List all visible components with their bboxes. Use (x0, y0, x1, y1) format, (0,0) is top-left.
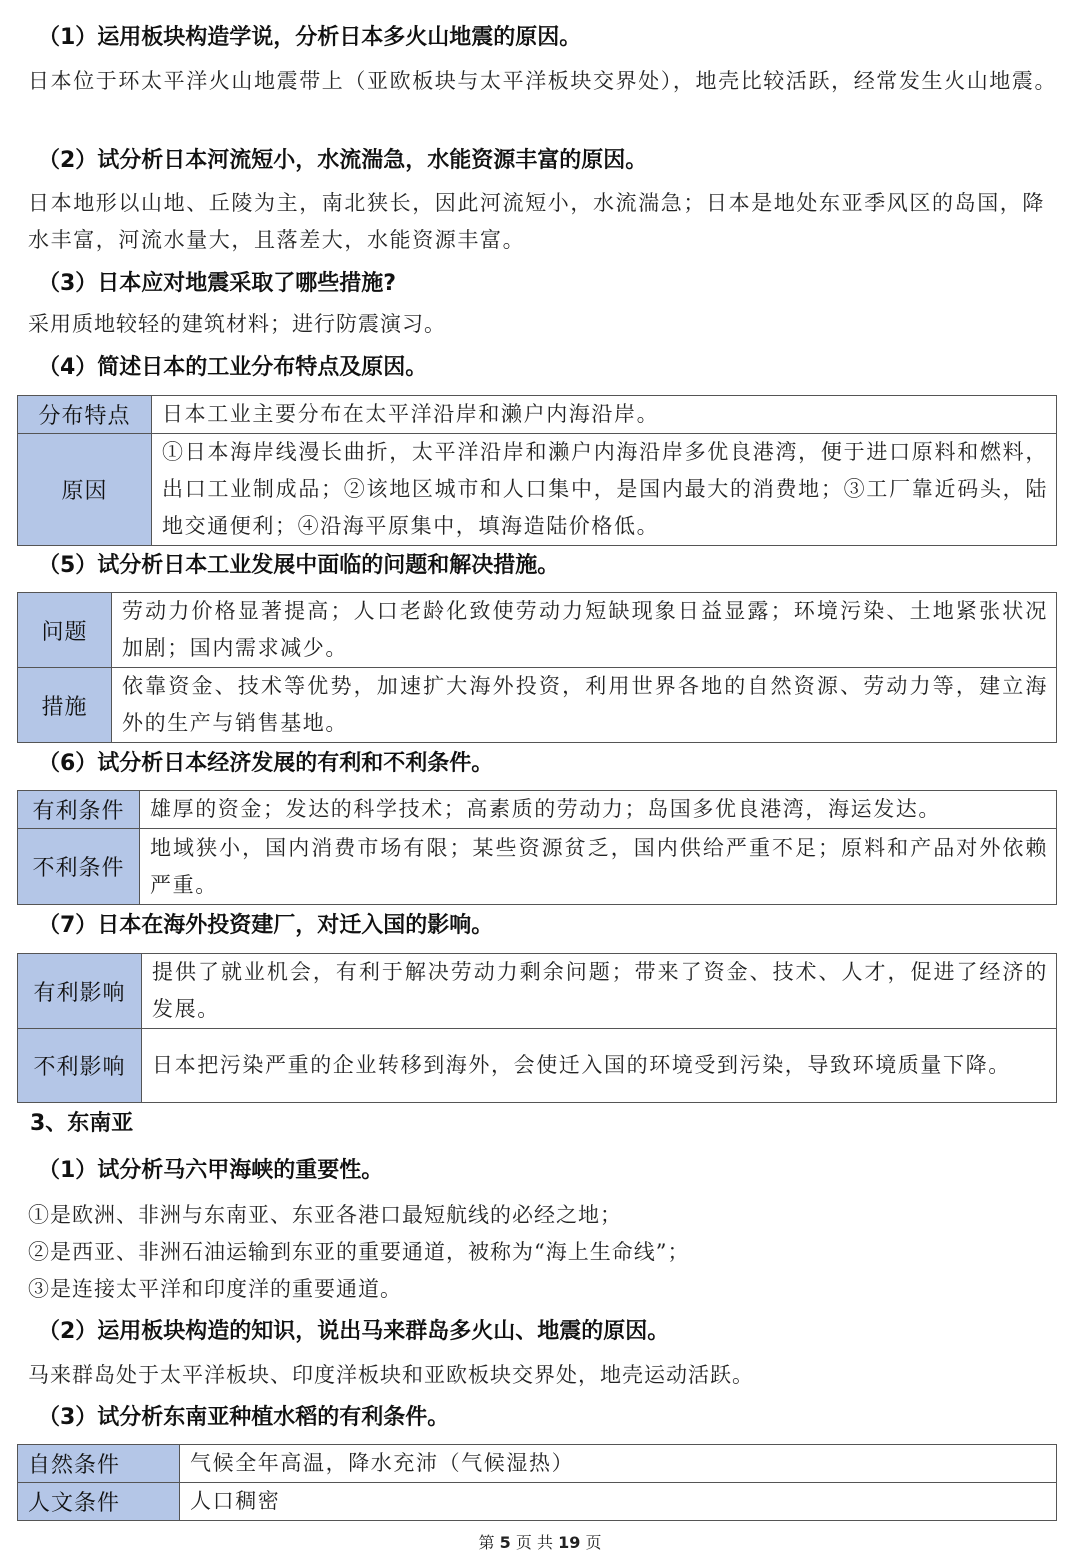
table-label-cell: 问题 (18, 593, 112, 668)
table-label-cell: 分布特点 (18, 396, 152, 434)
answer-paragraph-3: 采用质地较轻的建筑材料；进行防震演习。 (28, 312, 446, 336)
table-row (18, 954, 1057, 1029)
question-heading-3: （3）日本应对地震采取了哪些措施? (38, 271, 397, 296)
question-heading-5: （5）试分析日本工业发展中面临的问题和解决措施。 (38, 553, 560, 578)
table-row (18, 593, 1057, 668)
section-title: 3、东南亚 (30, 1111, 134, 1136)
industry-problems-table (17, 592, 1057, 743)
table-value-cell: 地域狭小，国内消费市场有限；某些资源贫乏，国内供给严重不足；原料和产品对外依赖严重。 (140, 829, 1057, 905)
table-label-cell: 原因 (18, 434, 152, 546)
industry-distribution-table (17, 395, 1057, 546)
table-row (18, 668, 1057, 743)
table-row (18, 829, 1057, 905)
question-heading-2: （2）试分析日本河流短小，水流湍急，水能资源丰富的原因。 (38, 148, 648, 173)
section3-question-heading-2: （2）运用板块构造的知识，说出马来群岛多火山、地震的原因。 (38, 1319, 670, 1344)
table-row (18, 1445, 1057, 1483)
table-value-cell: 劳动力价格显著提高；人口老龄化致使劳动力短缺现象日益显露；环境污染、土地紧张状况加剧；国内需求减少。 (112, 593, 1057, 668)
table-row (18, 791, 1057, 829)
table-value-cell: 人口稠密 (180, 1483, 1057, 1521)
table-label-cell: 不利影响 (18, 1029, 142, 1103)
table-value-cell: 提供了就业机会，有利于解决劳动力剩余问题；带来了资金、技术、人才，促进了经济的发展。 (142, 954, 1057, 1029)
footer-page-number: 5 (499, 1533, 511, 1552)
table-label-cell: 自然条件 (18, 1445, 180, 1483)
table-label-cell: 人文条件 (18, 1483, 180, 1521)
footer-middle: 页 共 (515, 1533, 553, 1552)
table-row (18, 1483, 1057, 1521)
table-value-cell: 日本把污染严重的企业转移到海外，会使迁入国的环境受到污染，导致环境质量下降。 (142, 1029, 1057, 1103)
section3-answer-paragraph-2: 马来群岛处于太平洋板块、印度洋板块和亚欧板块交界处，地壳运动活跃。 (28, 1363, 754, 1387)
answer-paragraph-2: 日本地形以山地、丘陵为主，南北狭长，因此河流短小，水流湍急；日本是地处东亚季风区的岛国，降水丰富，河流水量大，且落差大，水能资源丰富。 (28, 191, 1045, 252)
section3-question-heading-1: （1）试分析马六甲海峡的重要性。 (38, 1158, 384, 1183)
list-item: ③是连接太平洋和印度洋的重要通道。 (28, 1277, 402, 1301)
rice-conditions-table (17, 1444, 1057, 1521)
page-footer (0, 1530, 1080, 1553)
footer-prefix: 第 (478, 1533, 495, 1552)
list-item: ①是欧洲、非洲与东南亚、东亚各港口最短航线的必经之地； (28, 1203, 622, 1227)
table-value-cell: 气候全年高温，降水充沛（气候湿热） (180, 1445, 1057, 1483)
table-value-cell: 依靠资金、技术等优势，加速扩大海外投资，利用世界各地的自然资源、劳动力等，建立海外的生产与销售基地。 (112, 668, 1057, 743)
question-heading-4: （4）简述日本的工业分布特点及原因。 (38, 355, 428, 380)
overseas-investment-table (17, 953, 1057, 1103)
table-row (18, 434, 1057, 546)
table-value-cell: 日本工业主要分布在太平洋沿岸和濑户内海沿岸。 (152, 396, 1057, 434)
footer-total-pages: 19 (558, 1533, 581, 1552)
table-value-cell: 雄厚的资金；发达的科学技术；高素质的劳动力；岛国多优良港湾，海运发达。 (140, 791, 1057, 829)
table-label-cell: 有利影响 (18, 954, 142, 1029)
table-label-cell: 措施 (18, 668, 112, 743)
table-row (18, 1029, 1057, 1103)
table-label-cell: 不利条件 (18, 829, 140, 905)
table-row (18, 396, 1057, 434)
table-value-cell: ①日本海岸线漫长曲折，太平洋沿岸和濑户内海沿岸多优良港湾，便于进口原料和燃料，出口工业制成品；②该地区城市和人口集中，是国内最大的消费地；③工厂靠近码头，陆地交通便利；④沿海平原集中，填海造陆价格低。 (152, 434, 1057, 546)
economic-conditions-table (17, 790, 1057, 905)
footer-suffix: 页 (585, 1533, 602, 1552)
table-label-cell: 有利条件 (18, 791, 140, 829)
list-item: ②是西亚、非洲石油运输到东亚的重要通道，被称为“海上生命线”； (28, 1240, 690, 1264)
question-heading-1: （1）运用板块构造学说，分析日本多火山地震的原因。 (38, 25, 582, 50)
question-heading-6: （6）试分析日本经济发展的有利和不利条件。 (38, 751, 494, 776)
section3-question-heading-3: （3）试分析东南亚种植水稻的有利条件。 (38, 1405, 450, 1430)
question-heading-7: （7）日本在海外投资建厂，对迁入国的影响。 (38, 913, 494, 938)
answer-paragraph-1: 日本位于环太平洋火山地震带上（亚欧板块与太平洋板块交界处），地壳比较活跃，经常发生火山地震。 (28, 69, 1058, 93)
